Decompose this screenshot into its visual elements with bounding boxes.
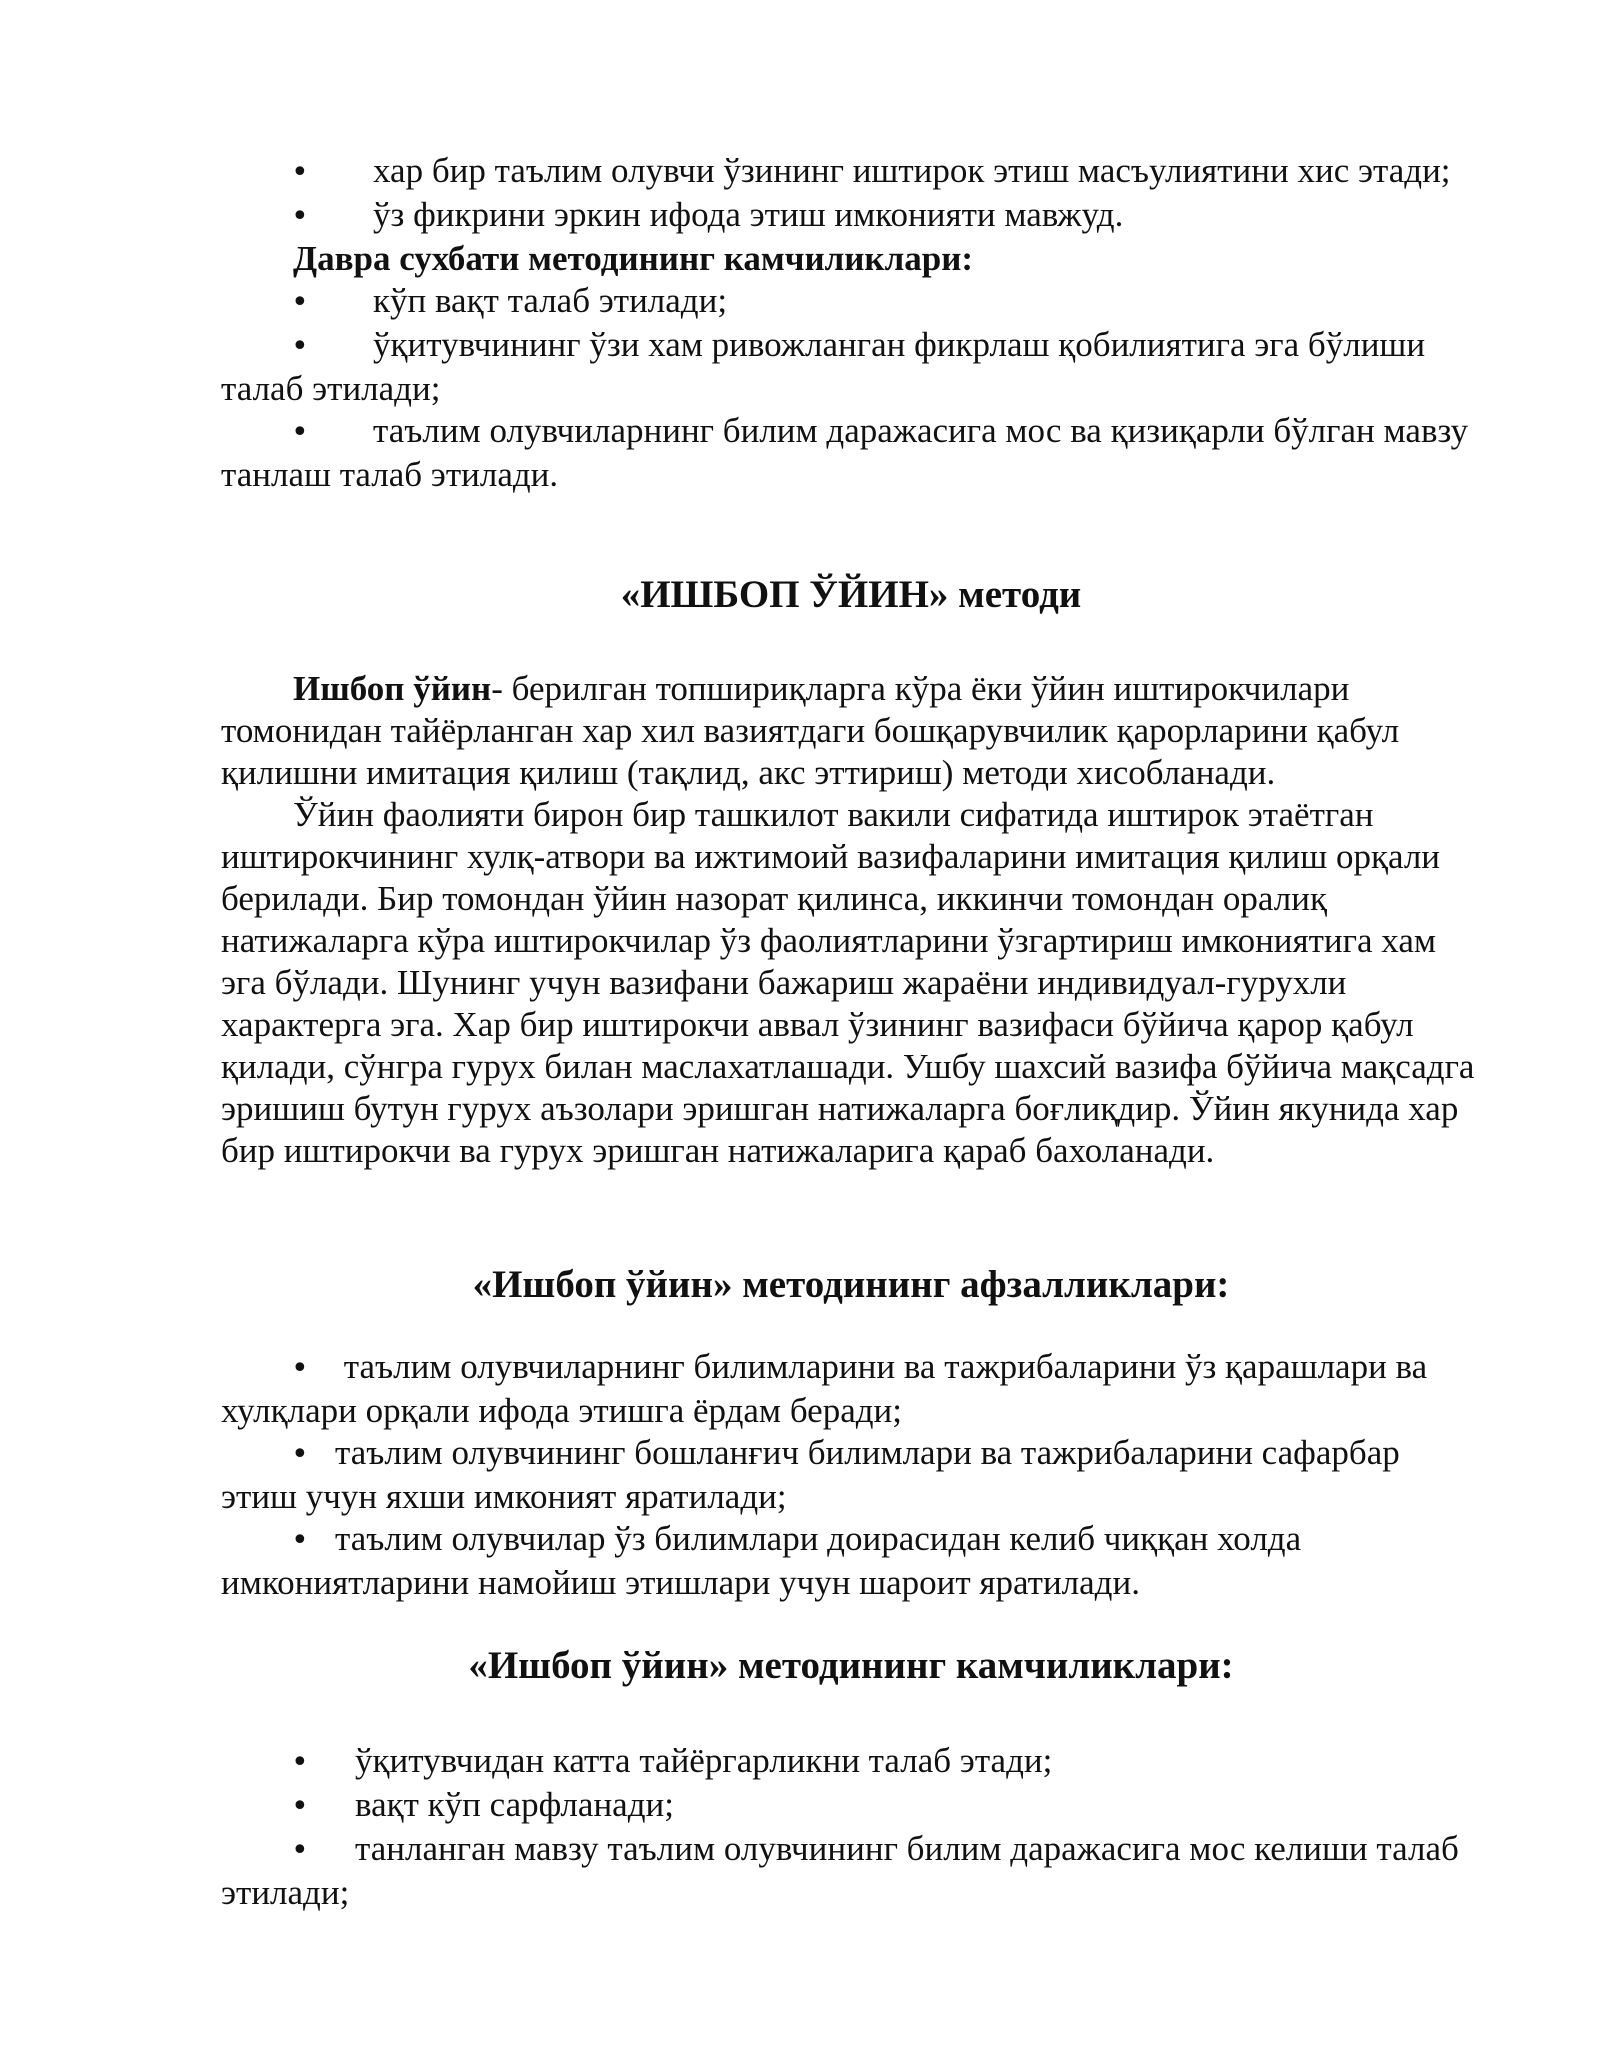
bullet-icon: • — [291, 1351, 309, 1386]
bullet-icon: • — [291, 1523, 309, 1558]
list-item: • ўқитувчининг ўзи хам ривожланган фикрлаш қобилиятига эга бўлиши талаб этилади; — [221, 325, 1426, 408]
list-item: • таълим олувчининг бошланғич билимлари ва тажрибаларини сафарбар этиш учун яхши имконият яратилади; — [221, 1433, 1400, 1516]
list-item: • таълим олувчиларнинг билимларини ва тажрибаларини ўз қарашлари ва хулқлари орқали ифода этишга ёрдам беради; — [221, 1347, 1428, 1430]
bullet-icon: • — [291, 285, 309, 320]
list-item: • хар бир таълим олувчи ўзининг иштирок этиш масъулиятини хис этади; — [221, 150, 1481, 194]
list-item: • ўқитувчидан катта тайёргарликни талаб этади; — [221, 1740, 1481, 1784]
definition-paragraph: Ишбоп ўйин- берилган топшириқларга кўра ёки ўйин иштирокчилари томонидан тайёрланган хар хил вазиятдаги бошқарувчилик қарорларини қабул қилишни имитация қилиш (тақлид, акс эттириш) методи хисобланади. — [221, 669, 1400, 792]
list-item: • таълим олувчиларнинг билим даражасига мос ва қизиқарли бўлган мавзу танлаш талаб этилади. — [221, 411, 1469, 494]
drawbacks-subheading: Давра сухбати методининг камчиликлари: — [293, 239, 974, 278]
bullet-icon: • — [291, 329, 309, 364]
bullet-icon: • — [291, 1437, 309, 1472]
term-label: Ишбоп ўйин — [293, 669, 492, 708]
list-item: • танланган мавзу таълим олувчининг билим даражасига мос келиши талаб этилади; — [221, 1829, 1459, 1912]
activity-paragraph: Ўйин фаолияти бирон бир ташкилот вакили сифатида иштирок этаётган иштирокчининг хулқ-атвори ва ижтимоий вазифаларини имитация қилиш орқали берилади. Бир томондан ўйин назорат қилинса, иккинчи томондан оралиқ натижаларга кўра иштирокчилар ўз фаолиятларини ўзгартириш имкониятига хам эга бўлади. Шунинг учун вазифани бажариш жараёни индивидуал-гурухли характерга эга. Хар бир иштирокчи аввал ўзининг вазифаси бўйича қарор қабул қилади, сўнгра гурух билан маслахатлашади. Ушбу шахсий вазифа бўйича мақсадга эришиш бутун гурух аъзолари эришган натижаларга боғлиқдир. Ўйин якунида хар бир иштирокчи ва гурух эришган натижаларига қараб бахоланади. — [221, 795, 1475, 1170]
bullet-icon: • — [291, 199, 309, 234]
bullet-icon: • — [291, 1789, 309, 1824]
list-item: • кўп вақт талаб этилади; — [221, 280, 1481, 324]
bullet-icon: • — [291, 1833, 309, 1868]
section-title-drawbacks: «Ишбоп ўйин» методининг камчиликлари: — [468, 1644, 1234, 1687]
advantages-list — [221, 1346, 1481, 1604]
bullet-icon: • — [291, 155, 309, 190]
section-title-advantages: «Ишбоп ўйин» методининг афзалликлари: — [472, 1263, 1230, 1306]
bullet-icon: • — [291, 1745, 309, 1780]
list-item: • таълим олувчилар ўз билимлари доирасидан келиб чиққан холда имкониятларини намойиш этишлари учун шароит яратилади. — [221, 1519, 1302, 1602]
advantages-list-continued — [221, 150, 1481, 496]
business-game-description — [221, 668, 1481, 1172]
bullet-icon: • — [291, 415, 309, 450]
list-item: • вақт кўп сарфланади; — [221, 1784, 1481, 1828]
list-item: • ўз фикрини эркин ифода этиш имконияти мавжуд. — [221, 194, 1481, 238]
section-title-business-game: «ИШБОП ЎЙИН» методи — [620, 573, 1082, 616]
drawbacks-list — [221, 1740, 1481, 1914]
